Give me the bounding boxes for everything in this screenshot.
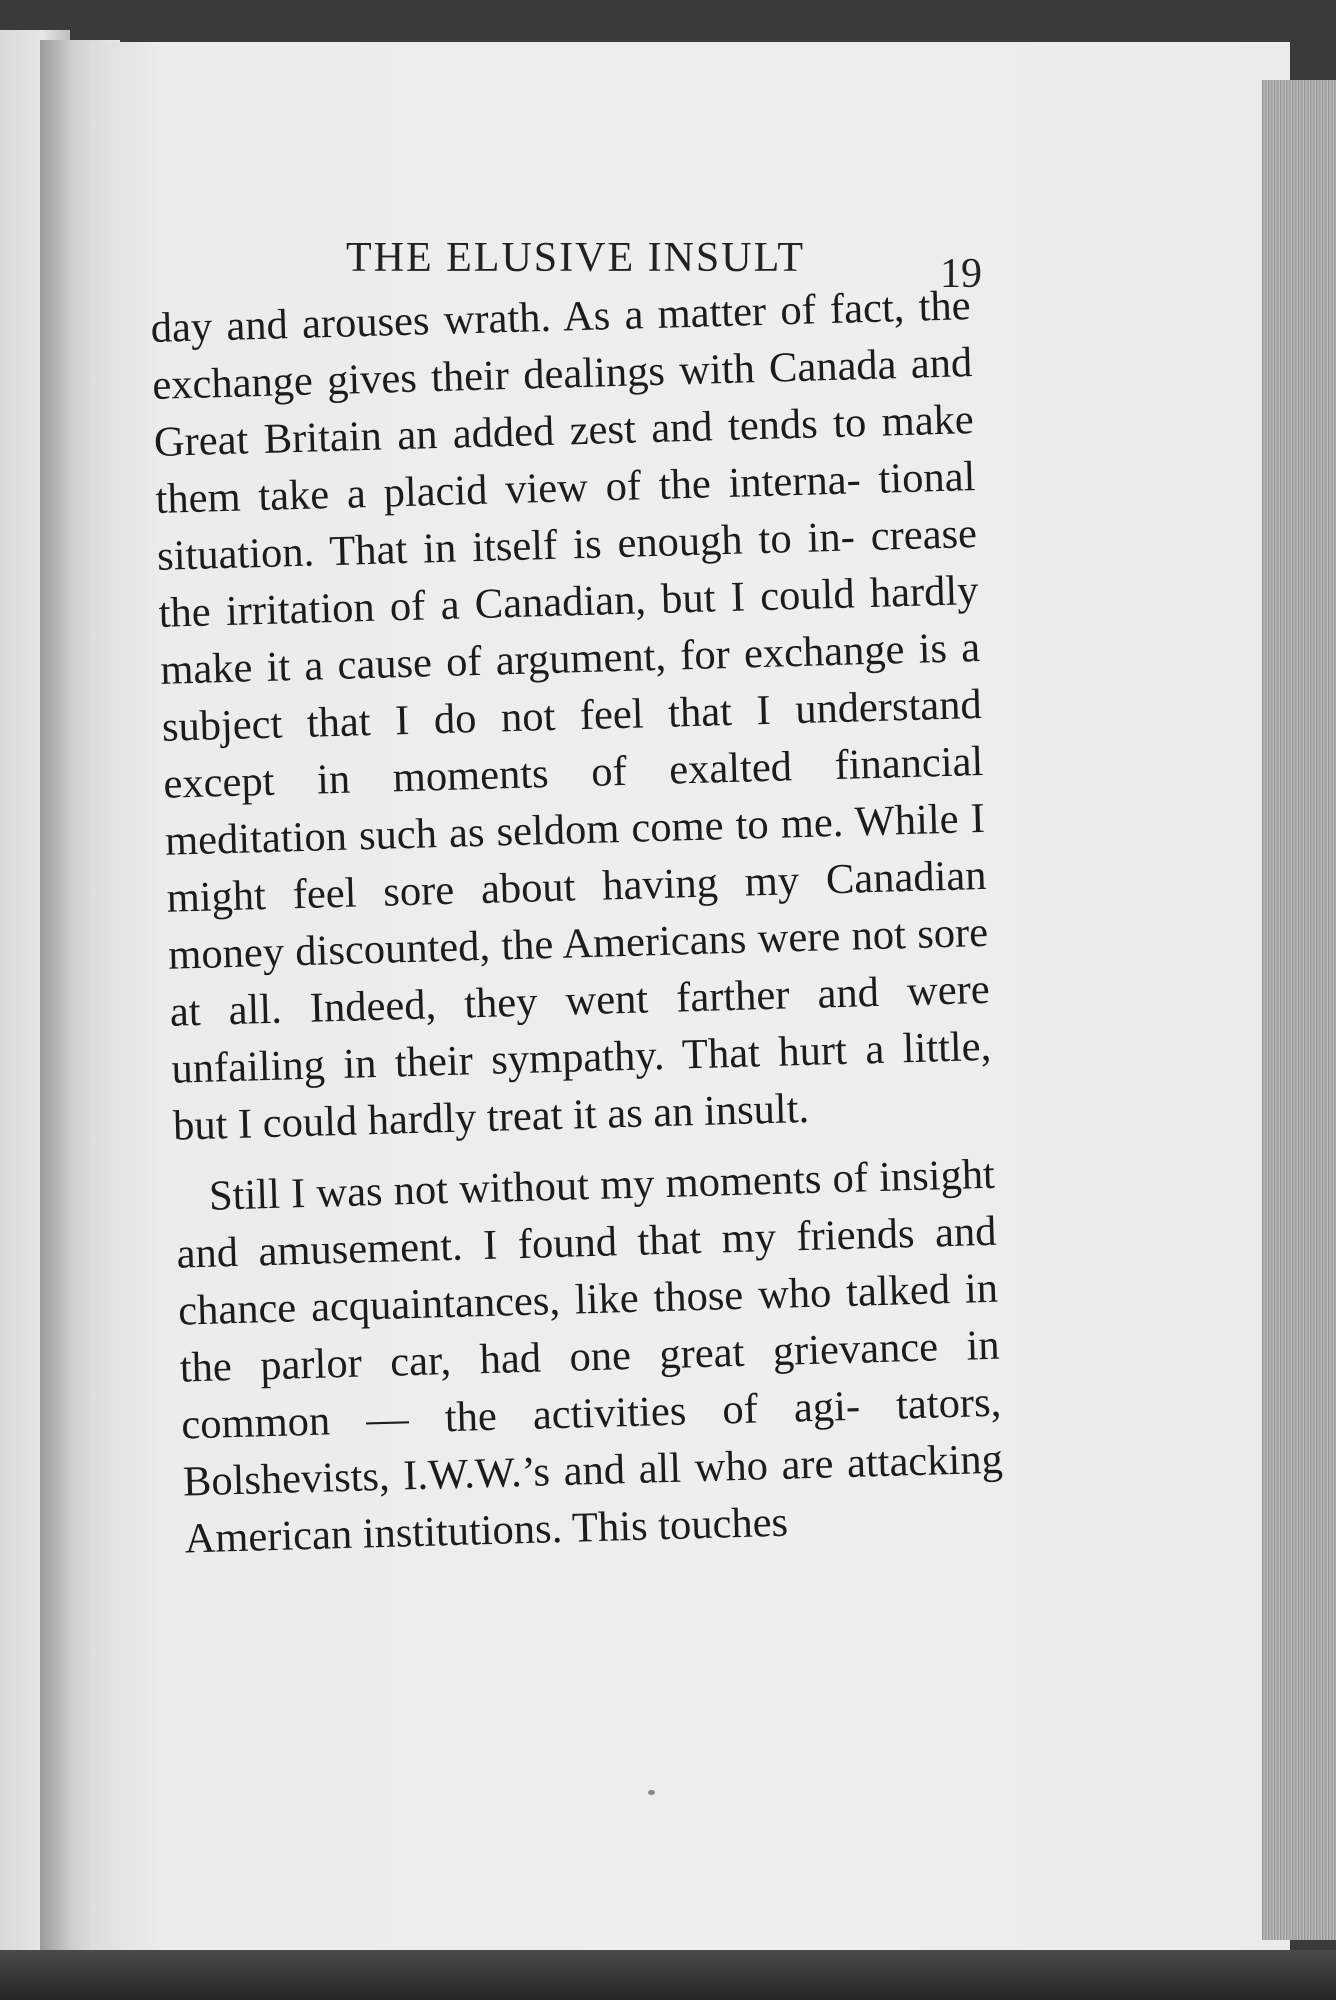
dust-speck: [648, 1790, 655, 1795]
paragraph-2: Still I was not without my moments of insight and amusement. I found that my friends and chance acquaintances, like those who talked in the parlor car, had one great grievance in common — the activities of agi- tators, Bolshevists, I.W.W.’s and all who are attacking American institutions. This touches: [175, 1150, 1004, 1563]
paragraph-1: day and arouses wrath. As a matter of fact, the exchange gives their dealings with Canada and Great Britain an added zest and tends to make them take a placid view of the interna- tional situation. That in itself is enough to in- crease the irritation of a Canadian, but I could hardly make it a cause of argument, for exchange is a subject that I do not feel that I understand except in moments of exalted financial meditation such as seldom come to me. While I might feel sore about having my Canadian money discounted, the Americans were not sore at all. Indeed, they went farther and were unfailing in their sympathy. That hurt a little, but I could hardly treat it as an insult.: [150, 282, 992, 1150]
page-number: 19: [940, 251, 982, 297]
body-text: [150, 277, 1008, 1679]
bottom-shadow: [0, 1950, 1336, 2000]
page-edges: [1262, 80, 1336, 1940]
running-head: THE ELUSIVE INSULT: [346, 235, 806, 281]
page-header: [160, 228, 982, 297]
